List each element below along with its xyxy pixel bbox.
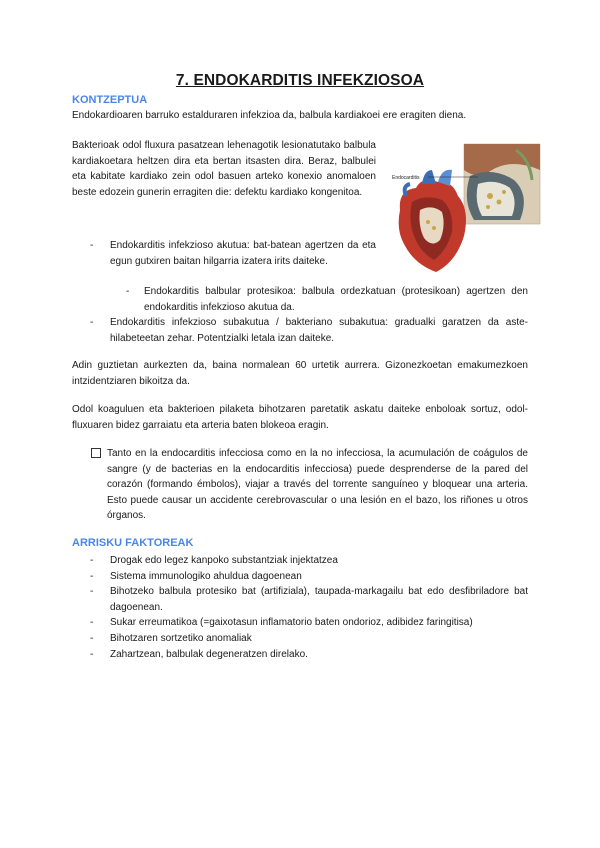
list-item: - Bihotzeko balbula protesiko bat (artifiziala), taupada-markagailu bat edo desfibriladore bat dagoenean. xyxy=(90,586,528,613)
paragraph-emboli: Odol koaguluen eta bakterioen pilaketa bihotzaren paretatik askatu daiteke enboloak sortuz, odol-fluxuaren bidez garraiatu eta arteria baten blokeoa eragin. xyxy=(72,404,528,431)
bullet-subacute: - Endokarditis infekzioso subakutua / bakteriano subakutua: gradualki garatzen da aste-hilabeteetan zehar. Potentzialki letala izan daiteke. xyxy=(90,317,528,344)
list-item: - Drogak edo legez kanpoko substantziak injektatzea xyxy=(90,555,338,566)
list-item: - Sukar erreumatikoa (=gaixotasun inflamatorio baten ondorioz, adibidez faringitisa) xyxy=(90,617,473,629)
list-item: - Sistema immunologiko ahuldua dagoenean xyxy=(90,570,302,582)
page-title: 7. ENDOKARDITIS INFEKZIOSOA xyxy=(175,72,425,89)
list-item: - Zahartzean, balbulak degeneratzen direlako. xyxy=(90,648,308,660)
paragraph-incidence: Adin guztietan aurkezten da, baina normalean 60 urtetik aurrera. Gizonezkoetan emakumezkoen intzidentziaren bikoitza da. xyxy=(72,360,528,387)
note-spanish: Tanto en la endocarditis infecciosa como en la no infecciosa, la acumulación de coágulos de sangre (y de bacterias en la endocarditis infecciosa) puede desprenderse de la pared del corazón (formando émbolos), viajar a través del torrente sanguíneo y bloquear una arteria. Esto puede causar un accidente cerebrovascular o una lesión en el bazo, los riñones u otros órganos. xyxy=(107,446,528,524)
bullet-prosthetic: - Endokarditis balbular protesikoa: balbula ordezkatuan (protesikoan) agertzen den endokarditis infekzioso akutua da. xyxy=(126,286,528,313)
heart-illustration xyxy=(392,140,542,275)
heart-endocarditis-image xyxy=(392,140,542,275)
paragraph-definition: Endokardioaren barruko estalduraren infekzioa da, balbula kardiakoei ere eragiten diena. xyxy=(72,110,467,121)
figure-label: Endocarditis xyxy=(392,175,420,181)
list-item: - Bihotzaren sortzetiko anomaliak xyxy=(90,633,252,644)
paragraph-pathogenesis: Bakterioak odol fluxura pasatzean lehenagotik lesionatutako balbula kardiakoetara heltzen dira eta bertan itsasten dira. Beraz, balbulei eta kabitate kardiako zein odol basuen arteko konexio anomaloen beste edozein gunerin erragiten die: defektu kardiako kongenitoa. xyxy=(72,140,376,198)
section-heading-risk: ARRISKU FAKTOREAK xyxy=(72,537,194,549)
checkbox-icon xyxy=(91,448,101,458)
section-heading-concept: KONTZEPTUA xyxy=(72,94,148,106)
bullet-acute: - Endokarditis infekzioso akutua: bat-batean agertzen da eta egun gutxiren baitan hilgarria izatera irits daiteke. xyxy=(90,240,376,267)
